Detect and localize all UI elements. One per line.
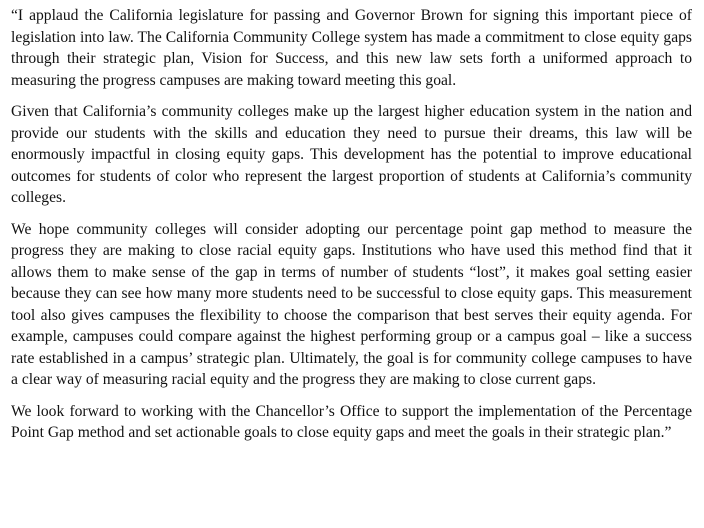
paragraph-2: Given that California’s community colleges make up the largest higher education system in the nation and provide our students with the skills and education they need to pursue their dreams, this law will be enormously impactful in closing equity gaps. This development has the potential to improve educational outcomes for students of color who represent the largest proportion of students at California’s community colleges. (11, 103, 692, 206)
paragraph-4: We look forward to working with the Chancellor’s Office to support the implementation of the Percentage Point Gap method and set actionable goals to close equity gaps and meet the goals in their strategic plan.” (11, 402, 692, 441)
paragraph-3: We hope community colleges will consider adopting our percentage point gap method to measure the progress they are making to close racial equity gaps. Institutions who have used this method find that it allows them to make sense of the gap in terms of number of students “lost”, it makes goal setting easier because they can see how many more students need to be successful to close equity gaps. This measurement tool also gives campuses the flexibility to choose the comparison that best serves their equity agenda. For example, campuses could compare against the highest performing group or a campus goal – like a success rate established in a campus’ strategic plan. Ultimately, the goal is for community college campuses to have a clear way of measuring racial equity and the progress they are making to close current gaps. (11, 220, 692, 388)
paragraph-1: “I applaud the California legislature for passing and Governor Brown for signing this important piece of legislation into law. The California Community College system has made a commitment to close equity gaps through their strategic plan, Vision for Success, and this new law sets forth a uniformed approach to measuring the progress campuses are making toward meeting this goal. (11, 7, 692, 89)
